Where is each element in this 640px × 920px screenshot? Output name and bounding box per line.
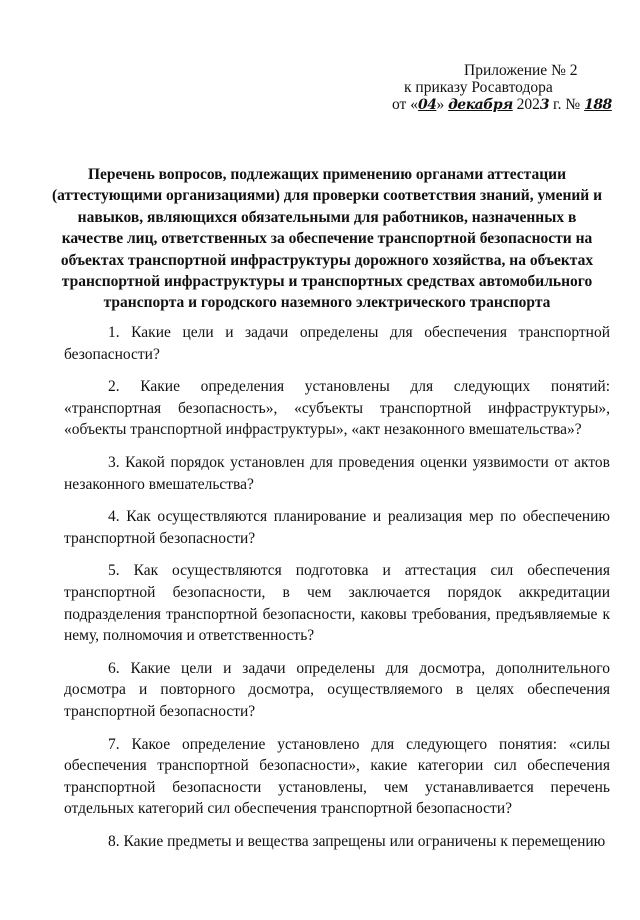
handwritten-order-number: 188 [584, 97, 612, 113]
appendix-order-ref: к приказу Росавтодора [404, 79, 553, 96]
handwritten-month: декабря [448, 97, 513, 113]
question-item-5: 5. Как осуществляются подготовка и аттестация сил обеспечения транспортной безопасности, в чем заключается порядок аккредитации подразделения транспортной безопасности, каковы требования, предъявляемые к нему, полномочия и ответственность? [64, 562, 610, 645]
question-item-1: 1. Какие цели и задачи определены для обеспечения транспортной безопасности? [64, 324, 610, 363]
question-item-7: 7. Какое определение установлено для следующего понятия: «силы обеспечения транспортной безопасности», какие категории сил обеспечения транспортной безопасности установлены, чем устанавливается перечень отдельных категорий сил обеспечения транспортной безопасности? [64, 735, 610, 818]
date-prefix: от « [392, 96, 418, 113]
question-item-8: 8. Какие предметы и вещества запрещены или ограничены к перемещению [108, 832, 606, 850]
appendix-number: Приложение № 2 [464, 62, 578, 79]
handwritten-day: 04 [417, 97, 437, 113]
document-title: Перечень вопросов, подлежащих применению органами аттестации (аттестующими организациями) для проверки соответствия знаний, умений и навыков, являющихся обязательными для работников, назначенных в качестве лиц, ответственных за обеспечение транспортной безопасности на объектах транспортной инфраструктуры дорожного хозяйства, на объектах транспортной инфраструктуры и транспортных средствах автомобильного транспорта и городского наземного электрического транспорта [51, 166, 603, 312]
question-item-3: 3. Какой порядок установлен для проведения оценки уязвимости от актов незаконного вмешательства? [64, 453, 610, 493]
date-year-prefix: 202 [512, 96, 540, 113]
date-mid: » [436, 96, 449, 113]
questions-list [64, 322, 610, 863]
handwritten-year-digit: 3 [539, 97, 550, 113]
question-item-6: 6. Какие цели и задачи определены для досмотра, дополнительного досмотра и повторного досмотра, осуществляемого в целях обеспечения транспортной безопасности? [64, 659, 610, 720]
question-item-2: 2. Какие определения установлены для следующих понятий: «транспортная безопасность», «субъекты транспортной инфраструктуры», «объекты транспортной инфраструктуры», «акт незаконного вмешательства»? [64, 378, 610, 439]
question-item-4: 4. Как осуществляются планирование и реализация мер по обеспечению транспортной безопасности? [64, 508, 610, 547]
appendix-header [392, 62, 622, 114]
date-number-label: г. № [549, 96, 585, 113]
appendix-date-line [392, 96, 622, 114]
